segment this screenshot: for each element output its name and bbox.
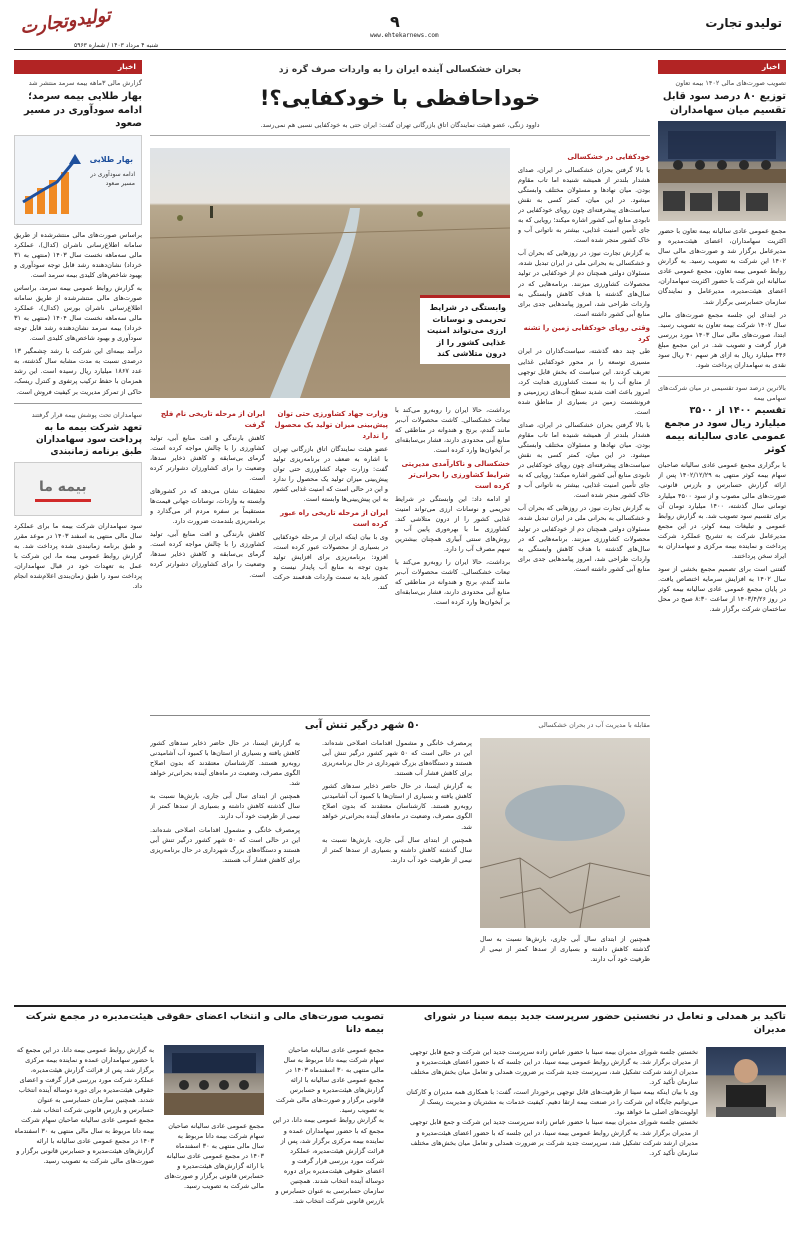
article-kicker: سهامداران تحت پوشش بیمه قرار گرفتند [31, 410, 142, 419]
insurance-logo: بیمه ما [35, 477, 91, 502]
article-headline[interactable]: تأکید بر همدلی و تعامل در نخستین حضور سرپرست جدید بیمه سینا در شورای مدیران [423, 1011, 786, 1035]
bottom-right-text: نخستین جلسه شورای مدیران بیمه سینا با حضور عباس زاده سرپرست جدید این شرکت و جمع قابل توجهی از مدیران برگزار شد. به گزارش روابط عمومی بیمه سینا، در این جلسه که با حضور اعضای هیئت‌مدیره و مدیران ارشد شرکت تشکیل شد، سرپرست جدید شرکت بر ضرورت همدلی و تعامل میان بخش‌های مختلف سازمان تأکید کرد. وی با بیان اینکه بیمه سینا از ظرفیت‌های قابل توجهی برخوردار است، گفت: با همکاری همه مدیران و کارکنان می‌توانیم جایگاه این شرکت را در صنعت بیمه ارتقا دهیم. کیفیت خدمات به مشتریان و مدیریت ریسک از اولویت‌های اصلی ما خواهد بود. نخستین جلسه شورای مدیران بیمه سینا با حضور عباس زاده سرپرست جدید این شرکت و جمع قابل توجهی از مدیران برگزار شد. به گزارش روابط عمومی بیمه سینا، در این جلسه که با حضور اعضای هیئت‌مدیره و مدیران ارشد شرکت تشکیل شد، سرپرست جدید شرکت بر ضرورت همدلی و تعامل میان بخش‌های مختلف سازمان تأکید کرد. [406, 1048, 698, 1157]
article-headline[interactable]: توزیع ۸۰ درصد سود قابل تقسیم میان سهامداران [662, 91, 786, 116]
masthead [14, 4, 786, 50]
article-kicker: گزارش مالی ۳ماهه بیمه سرمد منتشر شد [28, 79, 142, 87]
article-headline[interactable]: بهار طلایی بیمه سرمد؛ ادامه سودآوری در مسیر صعود [23, 91, 142, 130]
bottom-news-band [14, 1005, 786, 1230]
meeting-illustration [658, 121, 786, 221]
cracked-earth-photo [480, 738, 650, 928]
main-text-col-4: ایران از مرحله تاریخی نام فلج گرفت کاهش بارندگی و افت منابع آبی، تولید کشاورزی را با چالش مواجه کرده است. گرمای بی‌سابقه و کاهش ذخایر سدها، وضعیت را برای کشاورزان دشوارتر کرده است. تحقیقات نشان می‌دهد که در کشورهای وابسته به واردات، نوسانات جهانی قیمت‌ها مستقیماً بر سفره مردم اثر می‌گذارد و برنامه‌ریزی بلندمدت ضرورت دارد. کاهش بارندگی و افت منابع آبی، تولید کشاورزی را با چالش مواجه کرده است. گرمای بی‌سابقه و کاهش ذخایر سدها، وضعیت را برای کشاورزان دشوارتر کرده است. [150, 410, 265, 579]
photo-caption: وابستگی در شرایط تحریمی و نوسانات ارزی می‌تواند امنیت غذایی کشور را از درون متلاشی کند [420, 295, 510, 364]
main-text-col-1: خودکفایی در خشکسالی با بالا گرفتن بحران خشکسالی در ایران، صدای هشدار بلندتر از همیشه شنیده اما تاب مقاوم بودن. میان نهادها و مسئولان مختلف وابستگی میشود. در این میان، کمتر کسی به نقش سیاست‌های پیشرفته‌ای چون رویای خودکفایی در نابودی منابع آبی کشور اشاره میکند؛ رویایی که به جای تأمین امنیت غذایی، بیشتر به ناتوانی آب و خاک کشور منجر شده است. به گزارش تجارت نیوز، در روزهایی که بحران آب و خشکسالی به بحرانی ملی در ایران تبدیل شده، مسئولان دولتی همچنان دم از خودکفایی در تولید محصولات کشاورزی میزنند. برنامه‌هایی که در سال‌های گذشته با هدف کاهش وابستگی به واردات طراحی شد، امروز پیامدهایی جدی برای منابع آبی کشور داشته است. وقتی رویای خودکفایی زمین را تشنه کرد طی چند دهه گذشته، سیاست‌گذاران در ایران مسیری توسعه را بر محور خودکفایی غذایی تعریف کردند. این سیاست که بخش قابل توجهی از منابع آب را به سمت کشاورزی هدایت کرد، امروز باعث افت شدید سطح آب‌های زیرزمینی و فرونشست زمین در بسیاری از مناطق شده است. با بالا گرفتن بحران خشکسالی در ایران، صدای هشدار بلندتر از همیشه شنیده اما تاب مقاوم بودن. میان نهادها و مسئولان مختلف وابستگی میشود. در این میان، کمتر کسی به نقش سیاست‌های پیشرفته‌ای چون رویای خودکفایی در نابودی منابع آبی کشور اشاره میکند؛ رویایی که به جای تأمین امنیت غذایی، بیشتر به ناتوانی آب و خاک کشور منجر شده است. به گزارش تجارت نیوز، در روزهایی که بحران آب و خشکسالی به بحرانی ملی در ایران تبدیل شده، مسئولان دولتی همچنان دم از خودکفایی در تولید محصولات کشاورزی میزنند. برنامه‌هایی که در سال‌های گذشته با هدف کاهش وابستگی به واردات طراحی شد، امروز پیامدهایی جدی برای منابع آبی کشور داشته است. [518, 153, 650, 573]
article-body: گفتنی است برای تصمیم مجمع بخشی از سود سال ۱۴۰۲ به افزایش سرمایه اختصاص یافت. در پایان مجمع عمومی عادی سالیانه بیمه کوثر در روز ۱۴۰۳/۴/۲۶ از ساعت ۸:۳۰ صبح در محل ساختمان شرکت برگزار شد. [658, 564, 786, 614]
bottom-left-story [14, 1011, 384, 1226]
article-body: درآمد بیمه‌ای این شرکت با رشد چشمگیر ۱۳ درصدی نسبت به مدت مشابه سال گذشته، به عدد ۱۸۶۷ میلیارد ریال رسیده است. این رشد همزمان با حفظ ترکیب پرتفوی و کنترل ریسک، حاکی از تمرکز مدیریت بر کیفیت فروش است. [14, 347, 142, 396]
insurance-logo-box [14, 462, 142, 516]
box-text-col-2: به گزارش ایسنا، در حال حاضر ذخایر سدهای کشور کاهش یافته و بسیاری از استان‌ها با کمبود آب آشامیدنی روبه‌رو هستند. کارشناسان معتقدند که بدون اصلاح الگوی مصرف، وضعیت در ماه‌های آینده بحرانی‌تر خواهد شد. همچنین از ابتدای سال آبی جاری، بارش‌ها نسبت به سال گذشته کاهش داشته و بسیاری از سدها کمتر از نیمی از ظرفیت خود آب دارند. پرمصرف خانگی و مشمول اقدامات اصلاحی شده‌اند. این در حالی است که ۵۰ شهر کشور درگیر تنش آبی هستند و دستگاه‌های بزرگ شهرداری در حال برنامه‌ریزی برای کاهش فشار آب هستند. [150, 739, 300, 864]
infograph-title: بهار طلایی [89, 154, 133, 164]
main-story [150, 60, 650, 1000]
main-text-col-2: برداشت، حالا ایران را روبه‌رو می‌کند با تبعات خشکسالی. کاشت محصولات آب‌بر مانند گندم، برنج و هندوانه در مناطقی که منابع آبی محدودی دارند، فشار بی‌سابقه‌ای بر آبخوان‌ها وارد کرده است. خشکسالی و ناکارآمدی مدیریتی شرایط کشاورزی را بحرانی‌تر کرده است او ادامه داد: این وابستگی در شرایط تحریمی و نوسانات ارزی می‌تواند امنیت غذایی کشور را از درون متلاشی کند. کشاورزی ما با بهره‌وری پایین آب و روش‌های سنتی آبیاری همچنان بیشترین سهم مصرف آب را دارد. برداشت، حالا ایران را روبه‌رو می‌کند با تبعات خشکسالی. کاشت محصولات آب‌بر مانند گندم، برنج و هندوانه در مناطقی که منابع آبی محدودی دارند، فشار بی‌سابقه‌ای بر آبخوان‌ها وارد کرده است. [395, 406, 510, 607]
article-body: با برگزاری مجمع عمومی عادی سالیانه صاحبان سهام بیمه کوثر منتهی به ۱۴۰۲/۱۲/۲۹ پس از ارائه گزارش حسابرس و بازرس قانونی، صورت‌های مالی مصوب و از سود ۴۵۰۰ میلیارد تومانی سال گذشته، ۱۴۰۰ میلیارد تومان آن برای تقسیم سود تصویب شد. به گزارش روابط عمومی و تبلیغات بیمه کوثر، در این مجمع مدیرعامل شرکت به تشریح عملکرد شرکت پرداخت و نماینده بیمه مرکزی و سهامداران به ایراد سخن پرداختند. [658, 461, 786, 560]
right-news-column [658, 60, 786, 1000]
infograph-subtitle: ادامه سودآوری در مسیر صعود [90, 170, 135, 187]
news-tag: اخبار [14, 60, 142, 74]
article-body: براساس صورت‌های مالی منتشرشده از طریق سامانه اطلاع‌رسانی ناشران (کدال)، عملکرد مالی سه‌ماهه نخست سال ۱۴۰۳ (منتهی به ۳۱ خرداد) نشان‌دهنده رشد قابل توجه سودآوری و بهبود شاخص‌های کلیدی بیمه سرمد است. [14, 230, 142, 279]
issue-line: شنبه ۴ مرداد ۱۴۰۳ / شماره ۵۹۶۳ [74, 42, 159, 49]
box-caption: مقابله با مدیریت آب در بحران خشکسالی [538, 721, 650, 729]
article-headline[interactable]: تعهد شرکت بیمه ما به پرداخت سود سهامداران طبق برنامه زمانبندی [35, 422, 142, 457]
box-title[interactable]: ۵۰ شهر درگیر تنش آبی [304, 720, 420, 731]
growth-infographic [14, 135, 142, 225]
box-footnote: همچنین از ابتدای سال آبی جاری، بارش‌ها نسبت به سال گذشته کاهش داشته و بسیاری از سدها کمتر از نیمی از ظرفیت خود آب دارند. [480, 935, 650, 964]
speaker-photo [706, 1047, 786, 1117]
left-news-column [14, 60, 142, 1000]
article-body: مجمع عمومی عادی سالیانه بیمه تعاون با حضور اکثریت سهامداران، اعضای هیئت‌مدیره و مدیرعامل برگزار شد و صورت‌های مالی سال ۱۴۰۲ این شرکت به تصویب رسید. به گزارش روابط عمومی بیمه تعاون، مجمع عمومی عادی سالیانه این شرکت با حضور اکثریت سهامداران، اعضای هیئت‌مدیره، مدیرعامل و نمایندگان سازمان حسابرسی برگزار شد. [658, 227, 786, 306]
main-kicker: بحران خشکسالی آینده ایران را به واردات صرف گره زد [278, 65, 522, 75]
box-text-col-1: پرمصرف خانگی و مشمول اقدامات اصلاحی شده‌اند. این در حالی است که ۵۰ شهر کشور درگیر تنش آبی هستند و دستگاه‌های بزرگ شهرداری در حال برنامه‌ریزی برای کاهش فشار آب هستند. به گزارش ایسنا، در حال حاضر ذخایر سدهای کشور کاهش یافته و بسیاری از استان‌ها با کمبود آب آشامیدنی روبه‌رو هستند. کارشناسان معتقدند که بدون اصلاح الگوی مصرف، وضعیت در ماه‌های آینده بحرانی‌تر خواهد شد. همچنین از ابتدای سال آبی جاری، بارش‌ها نسبت به سال گذشته کاهش داشته و بسیاری از سدها کمتر از نیمی از ظرفیت خود آب دارند. [322, 739, 472, 864]
bottom-left-text-b: به گزارش روابط عمومی بیمه دانا، در این مجمع که با حضور سهامداران عمده و نماینده بیمه مرکزی برگزار شد، پس از قرائت گزارش هیئت‌مدیره، عملکرد شرکت مورد بررسی قرار گرفت و اعضای حقوقی هیئت‌مدیره برای دوره دوساله آینده انتخاب شدند. همچنین سازمان حسابرسی به عنوان حسابرس و بازرس قانونی شرکت انتخاب شد. مجمع عمومی عادی سالیانه صاحبان سهام شرکت بیمه دانا مربوط به سال مالی منتهی به ۳۰ اسفندماه ۱۴۰۳ در مجمع عمومی عادی سالیانه با ارائه گزارش‌های هیئت‌مدیره و حسابرس قانونی برگزار و صورت‌های مالی شرکت به تصویب رسید. [14, 1046, 154, 1165]
article-headline[interactable]: تصویب صورت‌های مالی و انتخاب اعضای حقوقی هیئت‌مدیره در مجمع شرکت بیمه دانا [25, 1011, 384, 1035]
water-stress-box [150, 715, 650, 1000]
bottom-left-text-c: مجمع عمومی عادی سالیانه صاحبان سهام شرکت بیمه دانا مربوط به سال مالی منتهی به ۳۰ اسفندماه ۱۴۰۳ در مجمع عمومی عادی سالیانه با ارائه گزارش‌های هیئت‌مدیره و حسابرس قانونی برگزار و صورت‌های مالی شرکت به تصویب رسید. [164, 1122, 264, 1191]
news-tag: اخبار [658, 60, 786, 74]
page-number: ۹ [390, 12, 400, 31]
article-body: به گزارش روابط عمومی بیمه سرمد، براساس صورت‌های مالی منتشرشده از طریق سامانه اطلاع‌رسانی ناشران بورس (کدال)، عملکرد مالی سه‌ماهه نخست سال ۱۴۰۴ (منتهی به ۳۱ خرداد) بیمه سرمد نشان‌دهنده رشد قابل توجه سودآوری و بهبود شاخص‌های کلیدی است. [14, 283, 142, 343]
assembly-illustration [164, 1045, 264, 1115]
assembly-photo [164, 1045, 264, 1115]
main-lead: داوود زنگی، عضو هیئت نمایندگان اتاق بازرگانی تهران گفت: ایران حتی به خودکفایی نسبی هم نمی‌رسد. [150, 120, 650, 135]
divider [658, 376, 786, 377]
section-title: تولیدو تجارت [705, 16, 782, 30]
bottom-left-text-a: مجمع عمومی عادی سالیانه صاحبان سهام شرکت بیمه دانا مربوط به سال مالی منتهی به ۳۰ اسفندماه ۱۴۰۳ در مجمع عمومی عادی سالیانه با ارائه گزارش‌های هیئت‌مدیره و حسابرس قانونی برگزار و صورت‌های مالی شرکت به تصویب رسید. به گزارش روابط عمومی بیمه دانا، در این مجمع که با حضور سهامداران عمده و نماینده بیمه مرکزی برگزار شد، پس از قرائت گزارش هیئت‌مدیره، عملکرد شرکت مورد بررسی قرار گرفت و اعضای حقوقی هیئت‌مدیره برای دوره دوساله آینده انتخاب شدند. همچنین سازمان حسابرسی به عنوان حسابرس و بازرس قانونی شرکت انتخاب شد. [272, 1046, 384, 1205]
divider [14, 403, 142, 404]
article-body: سود سهامداران شرکت بیمه ما برای عملکرد سال مالی منتهی به اسفند ۱۴۰۳ در موعد مقرر و طبق برنامه زمانبندی شده پرداخت شد. به گزارش روابط عمومی بیمه ما، این شرکت با عمل به تعهدات خود در قبال سهامداران، پرداخت سود را طبق زمان‌بندی اعلام‌شده انجام داد. [14, 522, 142, 591]
article-headline[interactable]: تقسیم ۱۴۰۰ از ۳۵۰۰ میلیارد ریال سود در مجمع عمومی عادی سالیانه بیمه کوثر [664, 405, 786, 455]
article-kicker: تصویب صورت‌های مالی ۱۴۰۲ بیمه تعاون [675, 79, 786, 87]
speaker-illustration [706, 1047, 786, 1117]
paper-logo: تولیدوتجارت [18, 4, 113, 39]
website-link[interactable]: www.ehtekarnews.com [370, 32, 439, 39]
main-headline[interactable]: خوداحافظی با خودکفایی؟! [259, 85, 541, 110]
main-text-col-3: وزارت جهاد کشاورزی حتی توان پیش‌بینی میزان تولید یک محصول را ندارد عضو هیئت نمایندگان اتاق بازرگانی تهران با اشاره به ضعف در برنامه‌ریزی تولید گفت: وزارت جهاد کشاورزی حتی توان پیش‌بینی میزان تولید یک محصول را ندارد و این در حالی است که امنیت غذایی کشور به این پیش‌بینی‌ها وابسته است. ایران از مرحله تاریخی راه عبور کرده است وی با بیان اینکه ایران از مرحله خودکفایی در بسیاری از محصولات عبور کرده است، افزود: برنامه‌ریزی برای افزایش تولید بدون توجه به منابع آب پایدار نیست و کشور باید به سمت واردات هدفمند حرکت کند. [273, 410, 388, 591]
article-body: در ابتدای این جلسه مجمع صورت‌های مالی سال ۱۴۰۲ شرکت بیمه تعاون به تصویب رسید. ابتدا، صورت‌های مالی سال ۱۴۰۳ مورد بررسی قرار گرفت و تصویب شد. در این مجمع مبلغ ۴۴۶ میلیارد ریال به ازای هر سهم ۴۰ ریال سود نقدی به سهامداران پرداخت شود. [658, 310, 786, 369]
dry-pond-illustration [480, 738, 650, 928]
meeting-photo [658, 121, 786, 221]
bottom-right-story [406, 1011, 786, 1226]
article-kicker: بالاترین درصد سود تقسیمی در میان شرکت‌های سهامی بیمه [658, 383, 786, 402]
